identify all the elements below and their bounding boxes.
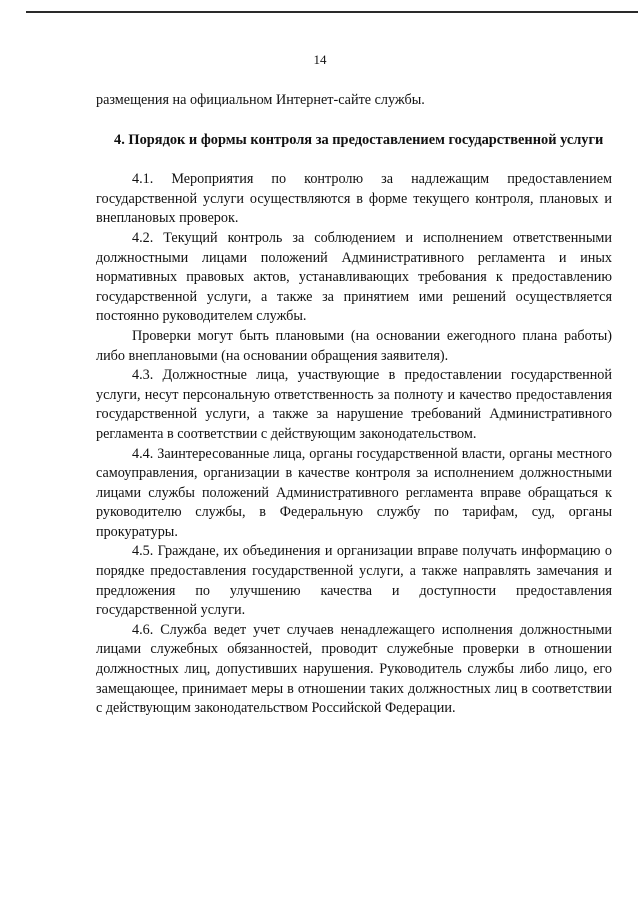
- page-number: 14: [313, 52, 327, 67]
- paragraph-4-5: 4.5. Граждане, их объединения и организации вправе получать информацию о порядке предоставления государственной услуги, а также направлять замечания и предложения по улучшению качества и доступности предоставления государственной услуги.: [96, 543, 612, 619]
- document-body: [96, 91, 612, 719]
- paragraph-4-6: 4.6. Служба ведет учет случаев ненадлежащего исполнения должностными лицами служебных обязанностей, проводит служебные проверки в отношении должностных лиц, допустивших нарушения. Руководитель службы либо лицо, его замещающее, принимает меры в отношении таких должностных лиц в соответствии с действующим законодательством Российской Федерации.: [96, 621, 612, 717]
- paragraph-4-3: 4.3. Должностные лица, участвующие в предоставлении государственной услуги, несут персональную ответственность за полноту и качество предоставления государственной услуги, а также за нарушение требований Административного регламента в соответствии с действующим законодательством.: [96, 367, 612, 442]
- paragraph-4-1: 4.1. Мероприятия по контролю за надлежащим предоставлением государственной услуги осуществляются в форме текущего контроля, плановых и внеплановых проверок.: [96, 171, 612, 227]
- paragraph-4-2: 4.2. Текущий контроль за соблюдением и исполнением ответственными должностными лицами положений Административного регламента и иных нормативных правовых актов, устанавливающих требования к предоставлению государственной услуги, а также за принятием ими решений осуществляется постоянно руководителем службы.: [96, 229, 612, 325]
- section-heading: 4. Порядок и формы контроля за предоставлением государственной услуги: [114, 131, 604, 148]
- paragraph-inspections: Проверки могут быть плановыми (на основании ежегодного плана работы) либо внеплановыми (на основании обращения заявителя).: [96, 327, 612, 364]
- paragraph-4-4: 4.4. Заинтересованные лица, органы государственной власти, органы местного самоуправления, организации в качестве контроля за исполнением должностными лицами службы положений Административного регламента вправе обращаться к руководителю службы, в Федеральную службу по тарифам, суд, органы прокуратуры.: [96, 445, 612, 540]
- top-border-line: [26, 11, 638, 13]
- lead-line: размещения на официальном Интернет-сайте службы.: [96, 92, 425, 108]
